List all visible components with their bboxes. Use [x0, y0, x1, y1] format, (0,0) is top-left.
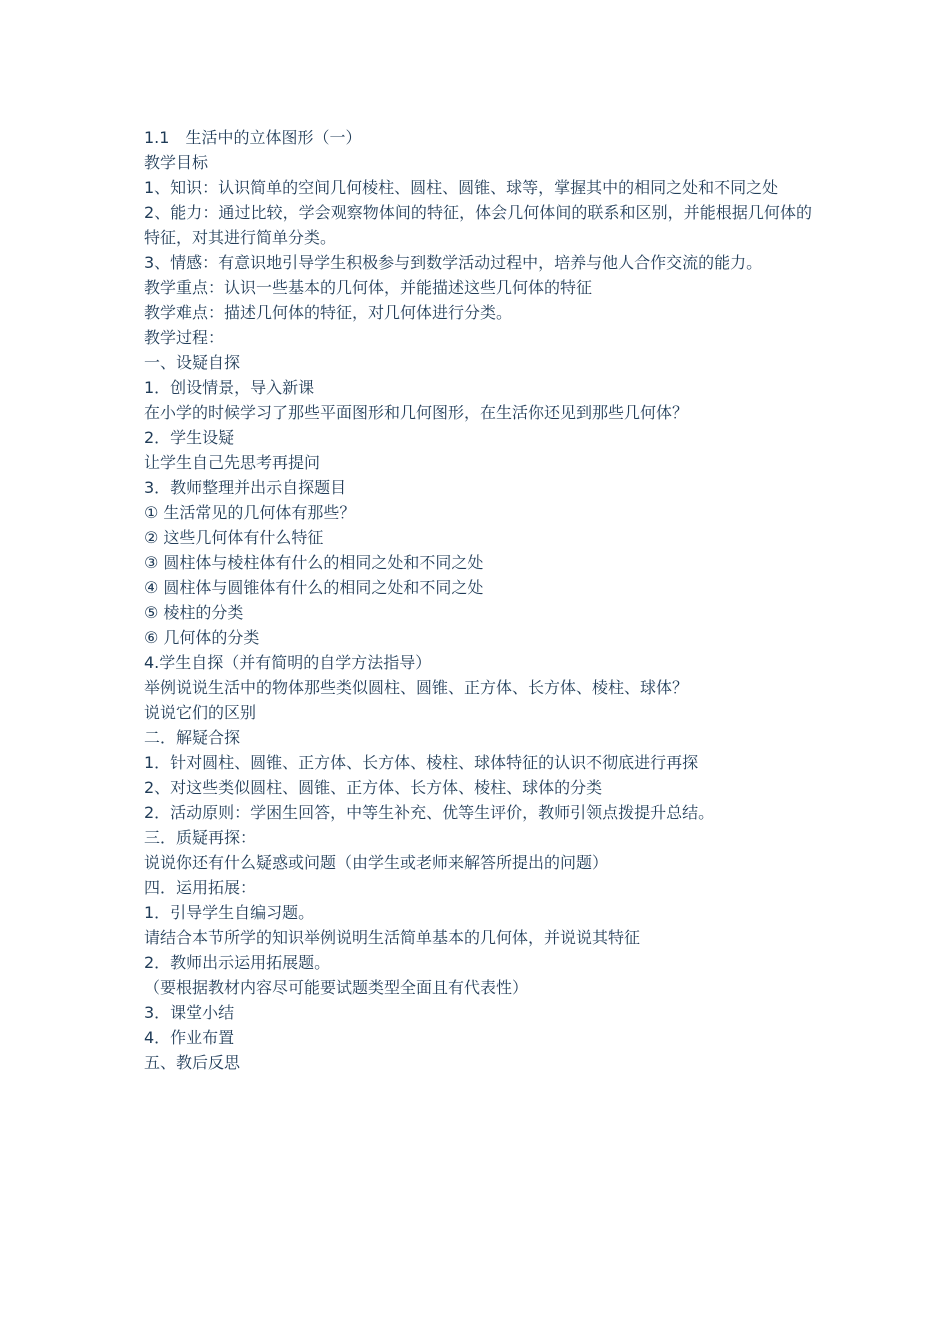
lesson-plan-text	[144, 125, 812, 1075]
list-item: ② 这些几何体有什么特征	[144, 528, 324, 547]
paragraph-text: 2．活动原则：学困生回答，中等生补充、优等生评价，教师引领点拨提升总结。	[144, 803, 715, 822]
heading-part-three: 三．质疑再探：	[144, 828, 257, 847]
list-item: ③ 圆柱体与棱柱体有什么的相同之处和不同之处	[144, 553, 484, 572]
paragraph-text: 4．作业布置	[144, 1028, 235, 1047]
heading-part-five: 五、教后反思	[144, 1053, 241, 1072]
paragraph-text: 在小学的时候学习了那些平面图形和几何图形，在生活你还见到那些几何体？	[144, 403, 689, 422]
step-self-exploration: 4.学生自探（并有简明的自学方法指导）	[144, 653, 432, 672]
step-student-questions: 2．学生设疑	[144, 428, 235, 447]
paragraph-text: 3．课堂小结	[144, 1003, 235, 1022]
paragraph-text: 举例说说生活中的物体那些类似圆柱、圆锥、正方体、长方体、棱柱、球体？	[144, 678, 689, 697]
heading-teaching-process: 教学过程：	[144, 328, 225, 347]
paragraph-text: 2、对这些类似圆柱、圆锥、正方体、长方体、棱柱、球体的分类	[144, 778, 603, 797]
paragraph-text: 1．引导学生自编习题。	[144, 903, 315, 922]
paragraph-text: 说说它们的区别	[144, 703, 257, 722]
paragraph-text: 说说你还有什么疑惑或问题（由学生或老师来解答所提出的问题）	[144, 853, 609, 872]
paragraph-text: 让学生自己先思考再提问	[144, 453, 321, 472]
heading-teaching-objectives: 教学目标	[144, 153, 209, 172]
paragraph-text: 2．教师出示运用拓展题。	[144, 953, 331, 972]
objective-emotion: 3、情感：有意识地引导学生积极参与到数学活动过程中，培养与他人合作交流的能力。	[144, 253, 763, 272]
paragraph-text: （要根据教材内容尽可能要试题类型全面且有代表性）	[144, 978, 529, 997]
heading-part-one: 一、设疑自探	[144, 353, 241, 372]
teaching-difficulty: 教学难点：描述几何体的特征，对几何体进行分类。	[144, 303, 513, 322]
objective-knowledge: 1、知识：认识简单的空间几何棱柱、圆柱、圆锥、球等，掌握其中的相同之处和不同之处	[144, 178, 779, 197]
step-teacher-organize: 3．教师整理并出示自探题目	[144, 478, 347, 497]
list-item: ④ 圆柱体与圆锥体有什么的相同之处和不同之处	[144, 578, 484, 597]
heading-part-two: 二．解疑合探	[144, 728, 241, 747]
list-item: ① 生活常见的几何体有那些？	[144, 503, 356, 522]
section-title: 1.1 生活中的立体图形（一）	[144, 128, 362, 147]
list-item: ⑤ 棱柱的分类	[144, 603, 244, 622]
objective-ability: 2、能力：通过比较，学会观察物体间的特征，体会几何体间的联系和区别，并能根据几何体的特征，对其进行简单分类。	[144, 203, 812, 247]
heading-part-four: 四．运用拓展：	[144, 878, 257, 897]
paragraph-text: 请结合本节所学的知识举例说明生活简单基本的几何体，并说说其特征	[144, 928, 641, 947]
list-item: ⑥ 几何体的分类	[144, 628, 260, 647]
paragraph-text: 1．针对圆柱、圆锥、正方体、长方体、棱柱、球体特征的认识不彻底进行再探	[144, 753, 699, 772]
teaching-key-point: 教学重点：认识一些基本的几何体，并能描述这些几何体的特征	[144, 278, 593, 297]
step-create-scenario: 1．创设情景，导入新课	[144, 378, 315, 397]
